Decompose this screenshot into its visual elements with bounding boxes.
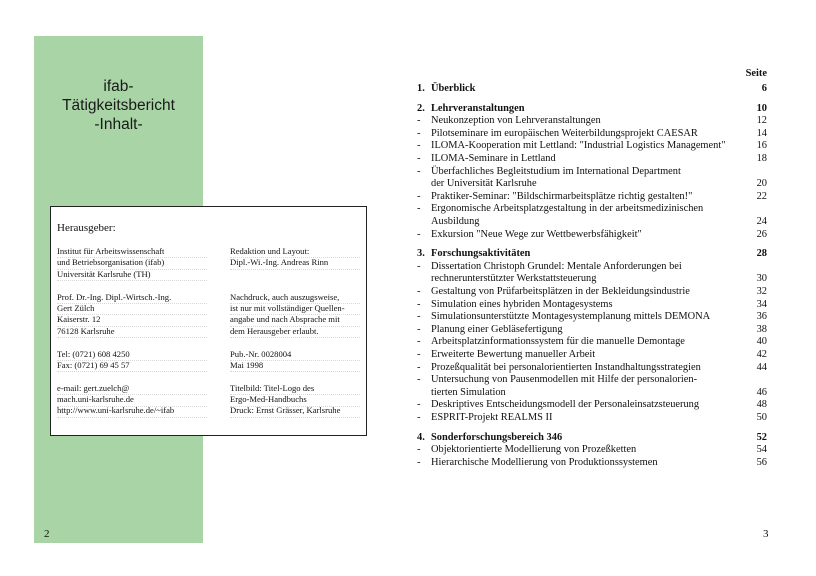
imprint-line: e-mail: gert.zuelch@ [57, 382, 130, 393]
toc-page: 18 [756, 153, 767, 164]
toc-page: 20 [756, 178, 767, 190]
toc-label: ILOMA-Seminare in Lettland [431, 153, 556, 164]
toc-marker: - [417, 140, 421, 152]
toc-entry [417, 373, 767, 386]
imprint-line: http://www.uni-karlsruhe.de/~ifab [57, 405, 175, 416]
toc-entry [417, 411, 767, 424]
imprint-line: dem Herausgeber erlaubt. [230, 325, 319, 336]
imprint-line: Institut für Arbeitswissenschaft [57, 246, 165, 256]
toc-marker: - [417, 115, 421, 127]
toc-marker: 4. [417, 431, 425, 443]
toc-label: Überblick [431, 83, 476, 94]
imprint-underline [57, 394, 207, 395]
imprint-box [50, 206, 367, 436]
toc-marker: - [417, 165, 421, 177]
toc-entry [417, 298, 767, 311]
toc-label: Arbeitsplatzinformationssystem für die manuelle Demontage [431, 336, 685, 348]
imprint-underline [57, 314, 207, 315]
imprint-heading: Herausgeber: [57, 222, 116, 234]
toc-label: Deskriptives Entscheidungsmodell der Personaleinsatzsteuerung [431, 399, 700, 411]
toc-label: Sonderforschungsbereich 346 [431, 431, 563, 443]
title-line: Tätigkeitsbericht [62, 97, 175, 114]
page-number-left: 2 [44, 528, 50, 540]
imprint-line: Universität Karlsruhe (TH) [57, 268, 151, 279]
imprint-line: Mai 1998 [230, 359, 264, 370]
imprint-line [230, 280, 364, 291]
toc-marker: - [417, 190, 421, 202]
toc-entry [417, 114, 767, 127]
toc-label: Gestaltung von Prüfarbeitsplätzen in der Bekleidungsindustrie [431, 286, 690, 297]
toc-page: 26 [756, 228, 767, 240]
toc-page: 16 [756, 140, 767, 152]
toc-page: 30 [756, 273, 767, 285]
imprint-underline [57, 280, 207, 281]
toc-entry [417, 165, 767, 178]
toc-label: Exkursion "Neue Wege zur Wettbewerbsfähigkeit" [431, 228, 642, 240]
imprint-underline [230, 360, 360, 361]
imprint-line: Ergo-Med-Handbuchs [230, 394, 307, 405]
imprint-underline [230, 257, 360, 258]
imprint-underline [230, 326, 360, 327]
toc-page: 50 [756, 412, 767, 423]
imprint-line [57, 337, 207, 348]
imprint-line: Kaiserstr. 12 [57, 314, 101, 325]
imprint-line: Dipl.-Wi.-Ing. Andreas Rinn [230, 257, 329, 268]
imprint-line: Gert Zülch [57, 302, 95, 313]
toc-marker: 2. [417, 102, 425, 114]
toc-marker: - [417, 228, 421, 240]
toc-page: 44 [756, 361, 767, 373]
toc-marker: - [417, 349, 421, 360]
toc-label: Überfachliches Begleitstudium im International Department [431, 165, 681, 177]
toc-entry [417, 456, 767, 469]
toc-marker: - [417, 374, 421, 386]
toc-label: Neukonzeption von Lehrveranstaltungen [431, 115, 601, 127]
imprint-underline [230, 417, 360, 418]
toc-section [417, 247, 767, 260]
toc-entry [417, 260, 767, 273]
toc-page: 28 [756, 248, 767, 260]
toc-page: 34 [756, 298, 767, 310]
toc-page: 54 [756, 444, 767, 456]
imprint-line: ist nur mit vollständiger Quellen- [230, 302, 345, 313]
toc-marker: - [417, 298, 421, 310]
toc-entry [417, 285, 767, 298]
toc-label: Planung einer Gebläsefertigung [431, 323, 563, 335]
toc-label: Forschungsaktivitäten [431, 248, 531, 260]
toc-label: Simulationsunterstützte Montagesystemplanung mittels DEMONA [431, 311, 711, 323]
toc-entry [417, 152, 767, 165]
toc-marker: - [417, 260, 421, 272]
toc-entry [417, 177, 767, 190]
toc-page: 32 [756, 286, 767, 297]
toc-page: 36 [756, 311, 767, 323]
imprint-underline [57, 257, 207, 258]
toc-section [417, 431, 767, 444]
toc-marker: - [417, 444, 421, 456]
imprint-line [230, 337, 364, 348]
imprint-line: und Betriebsorganisation (ifab) [57, 257, 165, 268]
page-number-right: 3 [763, 528, 769, 540]
imprint-line: mach.uni-karlsruhe.de [57, 394, 134, 405]
imprint-line [230, 371, 364, 382]
toc-marker: - [417, 323, 421, 335]
imprint-left-column [57, 246, 207, 417]
imprint-underline [230, 371, 360, 372]
toc-marker: - [417, 127, 421, 139]
toc-marker: 1. [417, 83, 425, 94]
toc-page: 24 [756, 216, 767, 227]
toc-marker: - [417, 336, 421, 348]
imprint-line: Druck: Ernst Grässer, Karlsruhe [230, 405, 341, 416]
toc-entry [417, 310, 767, 323]
toc-section [417, 102, 767, 115]
toc-entry [417, 139, 767, 152]
imprint-line [57, 371, 207, 382]
imprint-underline [57, 360, 207, 361]
toc-entry [417, 443, 767, 456]
imprint-underline [57, 406, 207, 407]
imprint-underline [230, 269, 360, 270]
toc-label: Hierarchische Modellierung von Produktionssystemen [431, 456, 658, 468]
toc-marker: - [417, 399, 421, 411]
title-line: ifab- [103, 78, 134, 95]
toc-page: 40 [756, 336, 767, 348]
toc-label: Objektorientierte Modellierung von Prozeßketten [431, 444, 637, 456]
toc-marker: - [417, 361, 421, 373]
toc-page: 42 [756, 349, 767, 360]
toc-entry [417, 361, 767, 374]
toc-page: 48 [756, 399, 767, 411]
imprint-underline [230, 394, 360, 395]
toc-page: 12 [756, 115, 767, 127]
toc-label: Dissertation Christoph Grundel: Mentale Anforderungen bei [431, 260, 682, 272]
toc-entry [417, 323, 767, 336]
toc-marker: - [417, 311, 421, 323]
imprint-line: Fax: (0721) 69 45 57 [57, 359, 130, 370]
toc-entry [417, 398, 767, 411]
toc-page: 14 [756, 127, 767, 139]
toc-entry [417, 127, 767, 140]
toc-label: Simulation eines hybriden Montagesystems [431, 298, 613, 310]
toc-marker: - [417, 203, 421, 215]
toc-page: 10 [756, 102, 767, 114]
toc-marker: 3. [417, 248, 425, 260]
imprint-underline [57, 326, 207, 327]
toc-marker: - [417, 412, 421, 423]
toc-marker: - [417, 456, 421, 468]
imprint-line: Titelbild: Titel-Logo des [230, 382, 315, 393]
report-title [34, 77, 203, 134]
toc-label: rechnerunterstützter Werkstattsteuerung [431, 273, 597, 285]
toc-page: 22 [756, 190, 767, 202]
imprint-underline [230, 406, 360, 407]
imprint-line: 76128 Karlsruhe [57, 325, 115, 336]
toc-label: Lehrveranstaltungen [431, 102, 525, 114]
imprint-underline [230, 337, 360, 338]
toc-entry [417, 190, 767, 203]
imprint-line: Pub.-Nr. 0028004 [230, 348, 292, 359]
toc-label: Praktiker-Seminar: "Bildschirmarbeitsplätze richtig gestalten!" [431, 190, 693, 202]
toc-label: Prozeßqualität bei personalorientierten Instandhaltungsstrategien [431, 361, 701, 373]
toc-entry [417, 202, 767, 215]
toc-label: Ergonomische Arbeitsplatzgestaltung in der arbeitsmedizinischen [431, 203, 704, 215]
seite-header: Seite [745, 68, 767, 79]
toc-marker: - [417, 286, 421, 297]
title-line: -Inhalt- [94, 116, 143, 133]
imprint-right-column [230, 246, 364, 417]
toc-entry [417, 348, 767, 361]
imprint-line [230, 269, 364, 280]
imprint-underline [230, 303, 360, 304]
toc-entry [417, 215, 767, 228]
imprint-underline [57, 337, 207, 338]
toc-page: 6 [761, 83, 767, 94]
imprint-line: Redaktion und Layout: [230, 246, 310, 256]
toc-page: 46 [756, 386, 767, 398]
imprint-line [57, 280, 207, 291]
toc-entry [417, 335, 767, 348]
toc-entry [417, 386, 767, 399]
imprint-line: Prof. Dr.-Ing. Dipl.-Wirtsch.-Ing. [57, 291, 172, 302]
toc-page: 52 [756, 431, 767, 443]
toc-entry [417, 272, 767, 285]
toc-label: Untersuchung von Pausenmodellen mit Hilfe der personalorien- [431, 374, 698, 386]
toc-page: 38 [756, 323, 767, 335]
toc-marker: - [417, 153, 421, 164]
toc-label: der Universität Karlsruhe [431, 178, 537, 190]
toc-label: Ausbildung [431, 216, 480, 227]
imprint-underline [57, 371, 207, 372]
toc-page: 56 [756, 456, 767, 468]
imprint-line: Nachdruck, auch auszugsweise, [230, 291, 340, 302]
imprint-underline [57, 303, 207, 304]
toc-label: ESPRIT-Projekt REALMS II [431, 412, 553, 423]
toc-label: ILOMA-Kooperation mit Lettland: "Industrial Logistics Management" [431, 140, 726, 152]
toc-section [417, 82, 767, 95]
imprint-line: Tel: (0721) 608 4250 [57, 348, 130, 359]
toc-label: tierten Simulation [431, 386, 506, 398]
imprint-underline [57, 417, 207, 418]
toc-entry [417, 228, 767, 241]
imprint-underline [230, 314, 360, 315]
toc-label: Pilotseminare im europäischen Weiterbildungsprojekt CAESAR [431, 127, 698, 139]
imprint-underline [57, 269, 207, 270]
imprint-line: angabe und nach Absprache mit [230, 314, 340, 325]
toc-label: Erweiterte Bewertung manueller Arbeit [431, 349, 596, 360]
